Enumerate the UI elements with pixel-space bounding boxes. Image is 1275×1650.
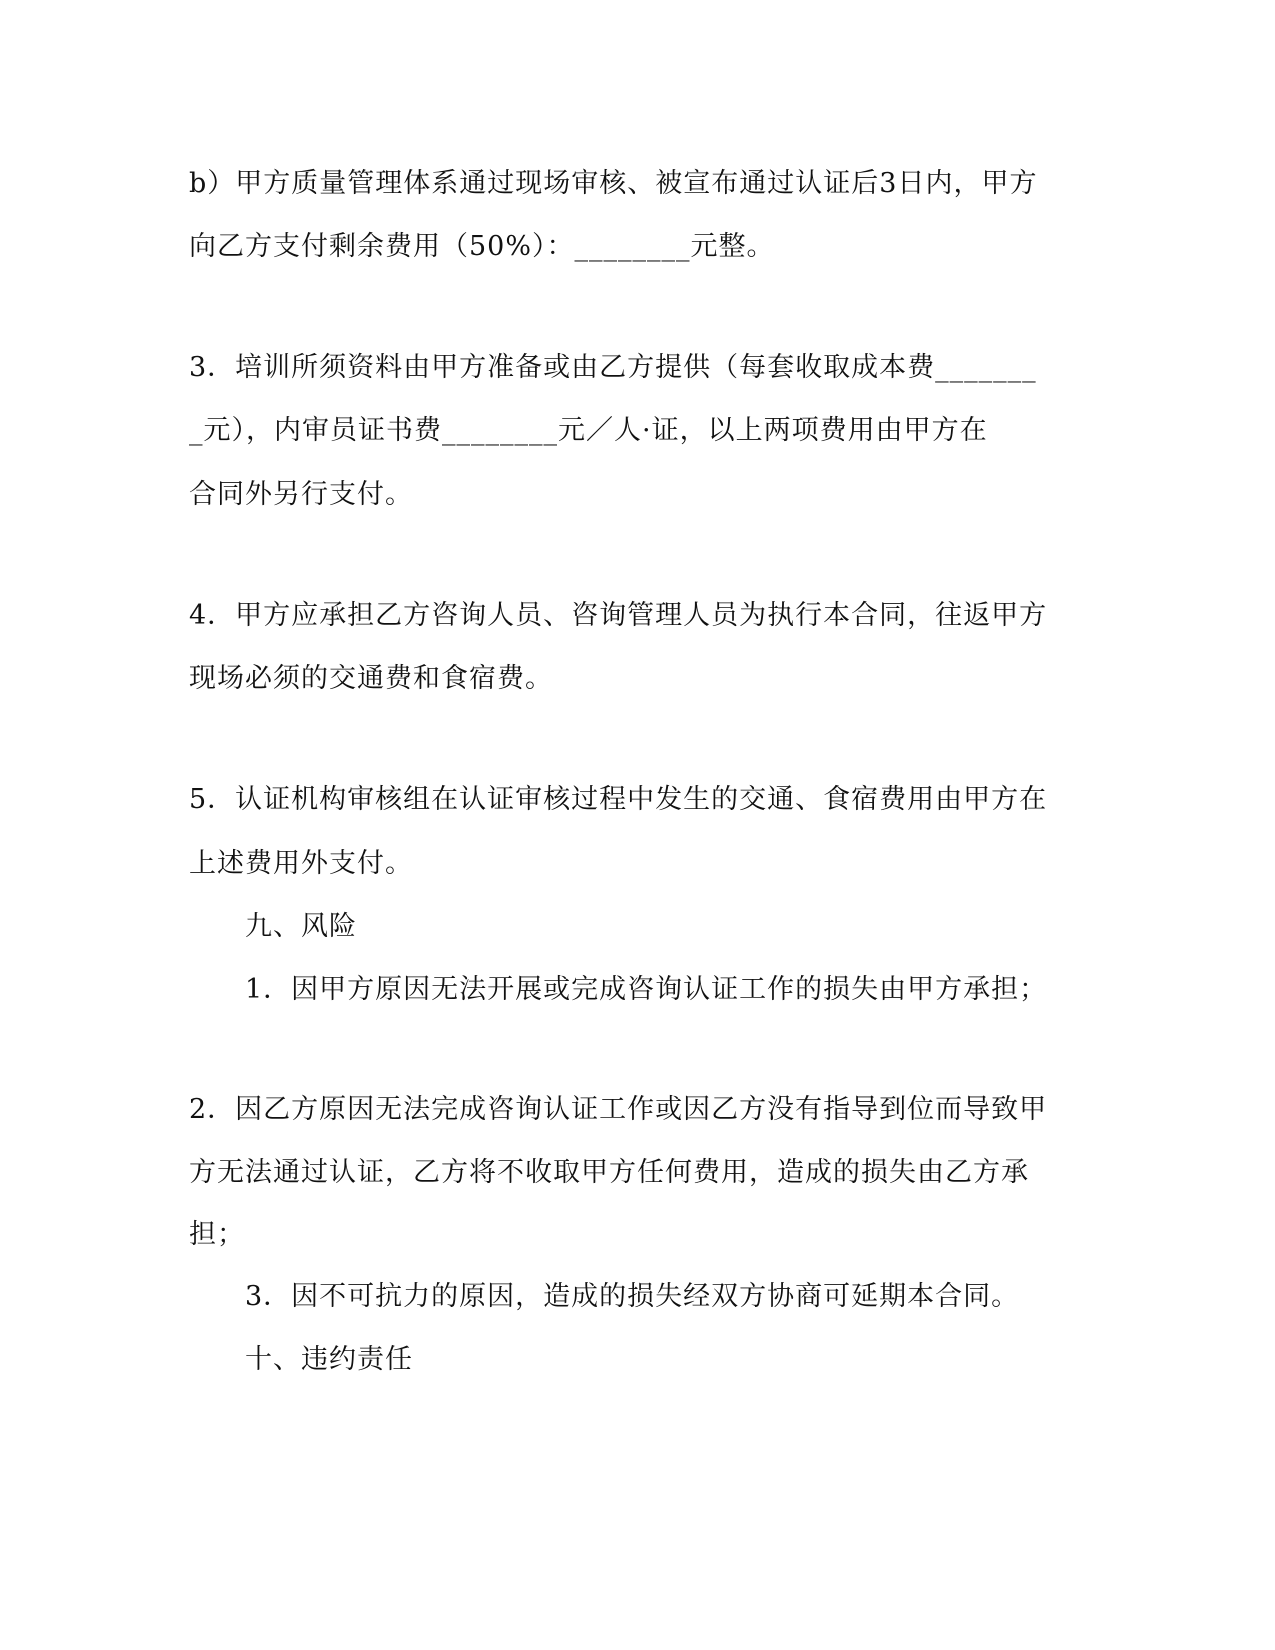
section-heading: 九、风险 [245, 911, 357, 942]
text-line: 担； [189, 1219, 245, 1250]
text-line: 1．因甲方原因无法开展或完成咨询认证工作的损失由甲方承担； [245, 974, 1048, 1005]
text-line: 上述费用外支付。 [189, 848, 413, 879]
text-line: 3．培训所须资料由甲方准备或由乙方提供（每套收取成本费_______ [189, 352, 1037, 383]
text-line: 4．甲方应承担乙方咨询人员、咨询管理人员为执行本合同，往返甲方 [189, 600, 1048, 631]
section-heading: 十、违约责任 [245, 1344, 413, 1375]
text-line: 5．认证机构审核组在认证审核过程中发生的交通、食宿费用由甲方在 [189, 784, 1048, 815]
text-line: _元），内审员证书费________元／人·证，以上两项费用由甲方在 [189, 415, 988, 446]
text-line: b）甲方质量管理体系通过现场审核、被宣布通过认证后3日内，甲方 [189, 168, 1038, 199]
text-line: 方无法通过认证，乙方将不收取甲方任何费用，造成的损失由乙方承 [189, 1157, 1029, 1188]
text-line: 现场必须的交通费和食宿费。 [189, 663, 553, 694]
text-line: 2．因乙方原因无法完成咨询认证工作或因乙方没有指导到位而导致甲 [189, 1094, 1048, 1125]
text-line: 3．因不可抗力的原因，造成的损失经双方协商可延期本合同。 [245, 1281, 1020, 1312]
text-line: 向乙方支付剩余费用（50%）：________元整。 [189, 231, 775, 262]
text-line: 合同外另行支付。 [189, 479, 413, 510]
